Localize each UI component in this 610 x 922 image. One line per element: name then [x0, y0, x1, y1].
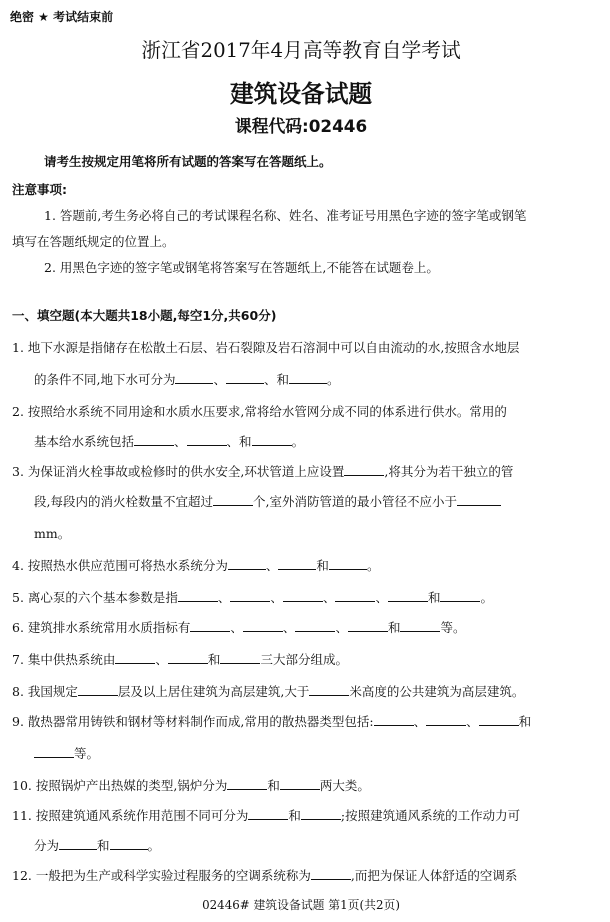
answer-blank[interactable]: [348, 619, 388, 632]
exam-title: 浙江省2017年4月高等教育自学考试: [141, 38, 461, 62]
answer-blank[interactable]: [243, 619, 283, 632]
question-11-line-1: 11. 按照建筑通风系统作用范围不同可分为 和 ;按照建筑通风系统的工作动力可: [12, 808, 521, 823]
answer-blank[interactable]: [400, 619, 440, 632]
answer-blank[interactable]: [309, 683, 349, 696]
answer-blank[interactable]: [280, 777, 320, 790]
question-8: 8. 我国规定 层及以上居住建筑为高层建筑,大于 米高度的公共建筑为高层建筑。: [12, 684, 525, 699]
question-2-line-2: 基本给水系统包括 、 、和 。: [34, 434, 305, 449]
answer-blank[interactable]: [426, 713, 466, 726]
answer-blank[interactable]: [252, 433, 292, 446]
course-code: 课程代码:02446: [234, 117, 368, 137]
question-9-line-2: 等。: [34, 744, 99, 762]
answer-blank[interactable]: [115, 651, 155, 664]
answer-blank[interactable]: [187, 433, 227, 446]
question-3-line-2: 段,每段内的消火栓数量不宜超过 个,室外消防管道的最小管径不应小于: [34, 492, 501, 510]
answer-blank[interactable]: [457, 493, 501, 506]
answer-blank[interactable]: [374, 713, 414, 726]
answer-blank[interactable]: [278, 557, 316, 570]
answer-blank[interactable]: [388, 589, 428, 602]
answer-blank[interactable]: [59, 837, 97, 850]
answer-blank[interactable]: [78, 683, 118, 696]
note-1-line-2: 填写在答题纸规定的位置上。: [12, 234, 175, 249]
answer-blank[interactable]: [295, 619, 335, 632]
question-10: 10. 按照锅炉产出热媒的类型,锅炉分为 和 两大类。: [12, 778, 370, 793]
answer-blank[interactable]: [213, 493, 253, 506]
question-6: 6. 建筑排水系统常用水质指标有 、 、 、 和 等。: [12, 620, 466, 635]
question-2-line-1: 2. 按照给水系统不同用途和水质水压要求,常将给水管网分成不同的体系进行供水。常用的: [12, 404, 507, 419]
answer-instruction: 请考生按规定用笔将所有试题的答案写在答题纸上。: [44, 154, 332, 169]
question-1-line-2: 的条件不同,地下水可分为 、 、和 。: [34, 372, 340, 387]
answer-blank[interactable]: [228, 557, 266, 570]
page-footer: 02446# 建筑设备试题 第1页(共2页): [202, 898, 400, 912]
note-1-line-1: 1. 答题前,考生务必将自己的考试课程名称、姓名、准考证号用黑色字迹的签字笔或钢笔: [44, 208, 527, 223]
answer-blank[interactable]: [289, 371, 327, 384]
question-7: 7. 集中供热系统由 、 和 三大部分组成。: [12, 652, 348, 667]
answer-blank[interactable]: [220, 651, 260, 664]
question-11-line-2: 分为 和 。: [34, 838, 161, 853]
answer-blank[interactable]: [168, 651, 208, 664]
answer-blank[interactable]: [227, 777, 267, 790]
question-12: 12. 一般把为生产或科学实验过程服务的空调系统称为 ,而把为保证人体舒适的空调系: [12, 868, 518, 883]
answer-blank[interactable]: [335, 589, 375, 602]
answer-blank[interactable]: [190, 619, 230, 632]
answer-blank[interactable]: [134, 433, 174, 446]
answer-blank[interactable]: [440, 589, 480, 602]
confidential-mark: 绝密 ★ 考试结束前: [10, 10, 114, 24]
note-2: 2. 用黑色字迹的签字笔或钢笔将答案写在答题纸上,不能答在试题卷上。: [44, 260, 439, 275]
answer-blank[interactable]: [178, 589, 218, 602]
answer-blank[interactable]: [301, 807, 341, 820]
question-4: 4. 按照热水供应范围可将热水系统分为 、 和 。: [12, 558, 380, 573]
question-3-line-3: mm。: [34, 526, 71, 541]
notes-heading: 注意事项:: [12, 182, 67, 197]
answer-blank[interactable]: [248, 807, 288, 820]
answer-blank[interactable]: [329, 557, 367, 570]
answer-blank[interactable]: [34, 745, 74, 758]
answer-blank[interactable]: [283, 589, 323, 602]
answer-blank[interactable]: [479, 713, 519, 726]
question-9-line-1: 9. 散热器常用铸铁和钢材等材料制作而成,常用的散热器类型包括: 、 、 和: [12, 714, 532, 729]
answer-blank[interactable]: [311, 867, 351, 880]
answer-blank[interactable]: [230, 589, 270, 602]
answer-blank[interactable]: [344, 463, 384, 476]
answer-blank[interactable]: [226, 371, 264, 384]
question-3-line-1: 3. 为保证消火栓事故或检修时的供水安全,环状管道上应设置 ,将其分为若干独立的管: [12, 464, 514, 479]
question-5: 5. 离心泵的六个基本参数是指 、 、 、 、 和 。: [12, 590, 493, 605]
section-title: 一、填空题(本大题共18小题,每空1分,共60分): [12, 308, 277, 323]
question-1-line-1: 1. 地下水源是指储存在松散土石层、岩石裂隙及岩石溶洞中可以自由流动的水,按照含水地层: [12, 340, 520, 355]
answer-blank[interactable]: [175, 371, 213, 384]
subject-title: 建筑设备试题: [229, 80, 373, 108]
answer-blank[interactable]: [110, 837, 148, 850]
